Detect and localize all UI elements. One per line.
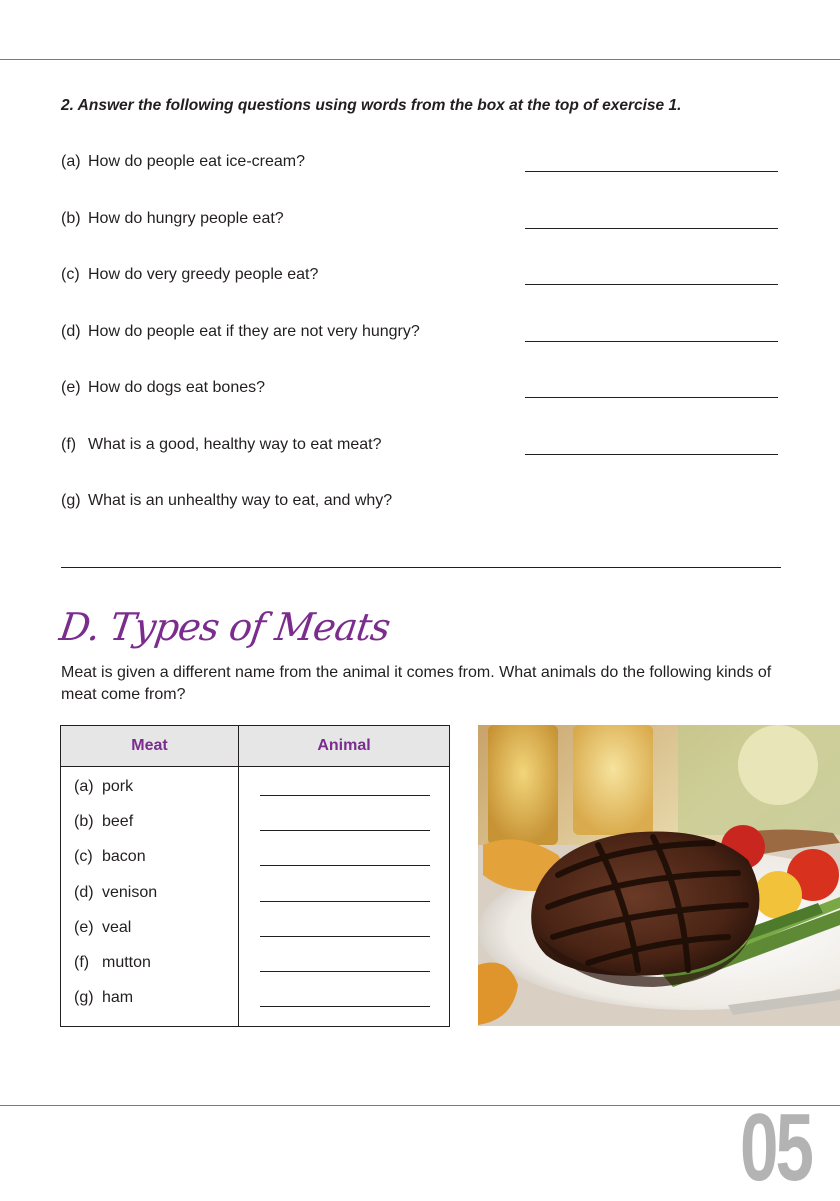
question-letter: (c) xyxy=(61,266,80,283)
animal-answer-line[interactable] xyxy=(260,936,430,937)
question-text: What is an unhealthy way to eat, and why? xyxy=(88,492,393,509)
answer-line[interactable] xyxy=(525,397,778,398)
question-text: What is a good, healthy way to eat meat? xyxy=(88,435,382,453)
question-item xyxy=(61,207,781,264)
table-row xyxy=(61,884,449,919)
question-list xyxy=(61,150,781,546)
question-item xyxy=(61,263,781,320)
meat-animal-table xyxy=(60,725,450,1027)
answer-line[interactable] xyxy=(525,454,778,455)
table-row xyxy=(61,989,449,1024)
table-row xyxy=(61,919,449,954)
animal-answer-line[interactable] xyxy=(260,901,430,902)
question-text: How do hungry people eat? xyxy=(88,209,284,227)
row-letter: (a) xyxy=(74,778,94,795)
steak-photo xyxy=(478,725,840,1026)
table-row xyxy=(61,813,449,848)
meat-name: ham xyxy=(102,989,134,1007)
answer-line[interactable] xyxy=(525,284,778,285)
meat-name: veal xyxy=(102,918,132,936)
question-letter: (e) xyxy=(61,379,81,396)
section-d-heading: D. Types of Meats xyxy=(56,605,393,649)
top-rule xyxy=(0,59,840,60)
row-letter: (c) xyxy=(74,848,93,866)
question-letter: (g) xyxy=(61,492,81,509)
question-text: How do dogs eat bones? xyxy=(88,379,266,396)
animal-answer-line[interactable] xyxy=(260,830,430,831)
question-item xyxy=(61,150,781,207)
header-meat: Meat xyxy=(131,737,168,754)
page-number: 05 xyxy=(740,1094,812,1201)
question-item xyxy=(61,376,781,433)
row-letter: (d) xyxy=(74,883,94,901)
header-animal: Animal xyxy=(317,737,371,754)
exercise-2-title: 2. Answer the following questions using words from the box at the top of exercise 1. xyxy=(61,97,682,114)
question-letter: (d) xyxy=(61,322,81,340)
table-row xyxy=(61,848,449,883)
row-letter: (b) xyxy=(74,813,94,831)
meat-name: beef xyxy=(102,813,134,831)
question-item xyxy=(61,489,781,546)
answer-line[interactable] xyxy=(525,171,778,172)
question-letter: (a) xyxy=(61,153,81,170)
question-letter: (b) xyxy=(61,209,81,227)
question-text: How do people eat ice-cream? xyxy=(88,153,306,170)
animal-answer-line[interactable] xyxy=(260,865,430,866)
animal-answer-line[interactable] xyxy=(260,971,430,972)
table-body xyxy=(61,778,449,1024)
animal-answer-line[interactable] xyxy=(260,795,430,796)
question-item xyxy=(61,320,781,377)
meat-name: mutton xyxy=(102,953,151,971)
question-letter: (f) xyxy=(61,435,77,453)
row-letter: (e) xyxy=(74,918,94,936)
animal-answer-line[interactable] xyxy=(260,1006,430,1007)
answer-line[interactable] xyxy=(525,341,778,342)
long-answer-line[interactable] xyxy=(61,567,781,568)
meat-name: venison xyxy=(102,883,158,901)
table-row xyxy=(61,778,449,813)
question-item xyxy=(61,433,781,490)
section-d-intro: Meat is given a different name from the animal it comes from. What animals do the following kinds of meat come from? xyxy=(61,664,772,703)
question-text: How do people eat if they are not very hungry? xyxy=(88,322,420,340)
question-text: How do very greedy people eat? xyxy=(88,266,319,283)
row-letter: (f) xyxy=(74,953,90,971)
meat-name: pork xyxy=(102,778,134,795)
answer-line[interactable] xyxy=(525,228,778,229)
meat-name: bacon xyxy=(102,848,146,866)
steak-illustration xyxy=(478,725,840,1026)
row-letter: (g) xyxy=(74,989,94,1007)
table-row xyxy=(61,954,449,989)
bottom-rule xyxy=(0,1105,840,1106)
